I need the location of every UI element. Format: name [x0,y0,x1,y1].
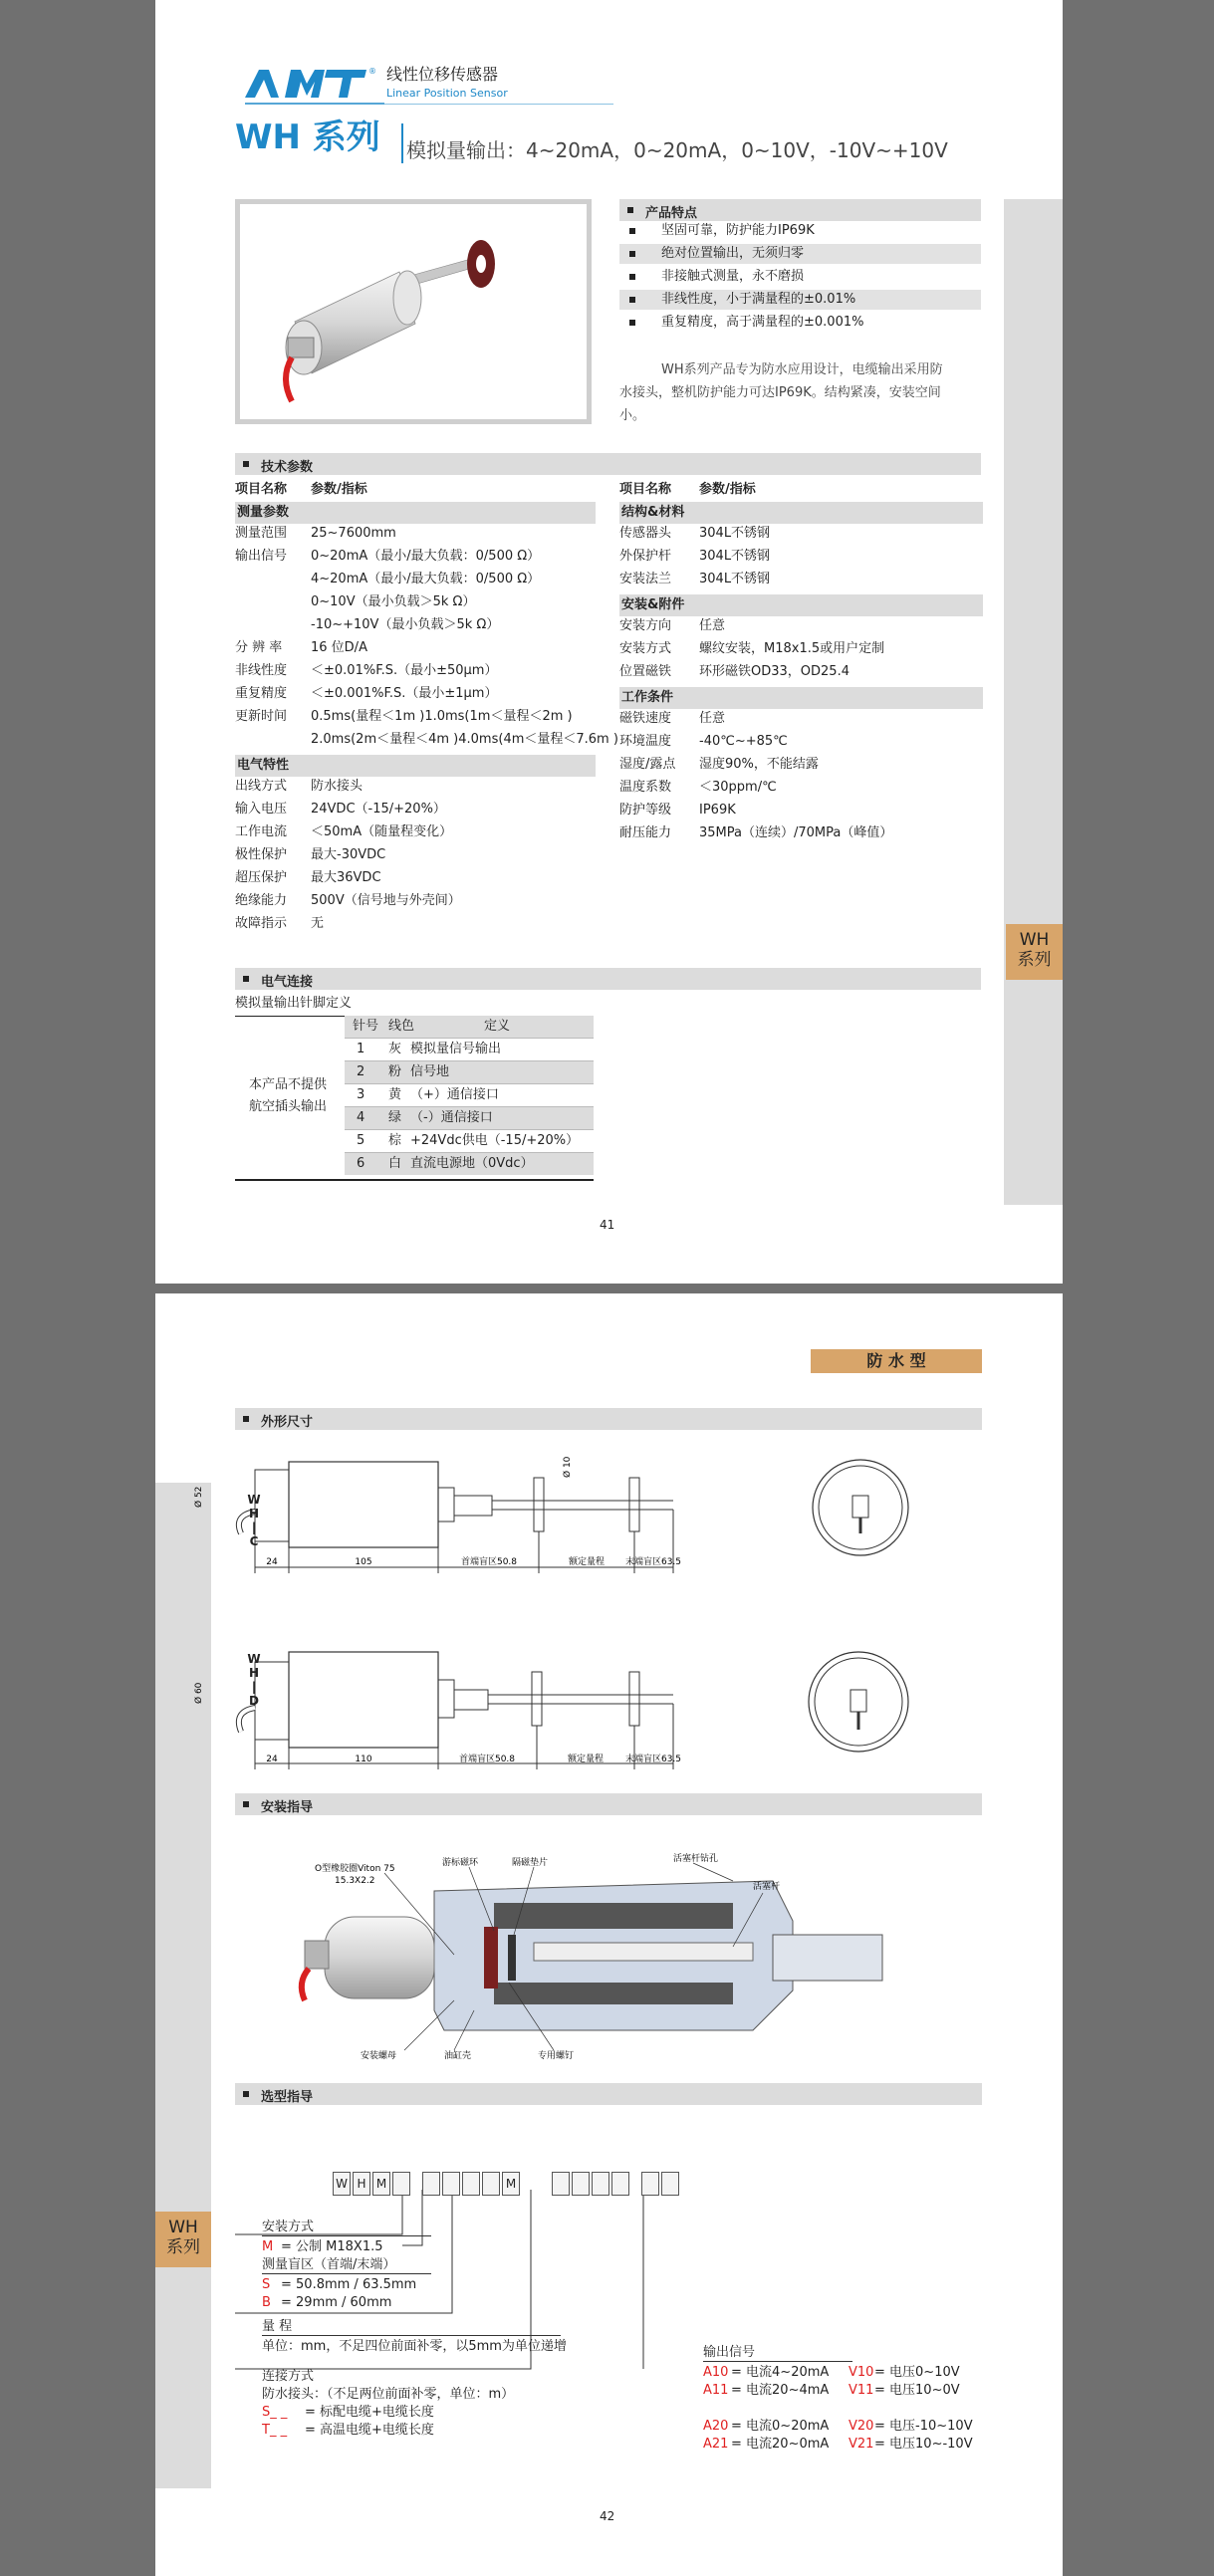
out-text: = 电压10~0V [874,2383,960,2398]
code-box [462,2172,480,2196]
col-header-value: 参数/指标 [699,482,756,497]
mount-text: = 公制 M18X1.5 [281,2239,383,2254]
spec-name: 非线性度 [235,663,288,678]
spec-value: 0~10V（最小负载＞5k Ω） [311,594,476,609]
pin-row [345,1129,594,1152]
sensor-photo [240,204,587,419]
pin-definition: 信号地 [410,1064,450,1079]
spec-name: 故障指示 [235,916,288,931]
spec-value: 最大36VDC [311,870,381,885]
feature-item: 非线性度，小于满量程的±0.01% [619,290,981,310]
spec-value: 304L不锈钢 [699,549,771,564]
svg-text:®: ® [368,67,376,76]
selection-header: 选型指导 [235,2083,982,2105]
spec-value: 35MPa（连续）/70MPa（峰值） [699,825,893,840]
dimension-drawing-whc [194,1438,982,1597]
dimension-drawing-whd [194,1632,982,1791]
install-label: 油缸壳 [444,2051,472,2061]
spec-name: 温度系数 [619,780,672,795]
code-box [611,2172,629,2196]
spec-name: 防护等级 [619,803,672,818]
pin-number: 2 [357,1064,365,1079]
blind-title: 测量盲区（首端/末端） [262,2257,396,2272]
spec-group-title: 结构&材料 [619,502,983,524]
dim-label: Ø 10 [563,1456,573,1478]
out-code: A10 [703,2365,729,2380]
dimension-header: 外形尺寸 [235,1408,982,1430]
spec-value: 最大-30VDC [311,847,386,862]
spec-value: ＜30ppm/℃ [699,780,777,795]
description-line: 水接头，整机防护能力可达IP69K。结构紧凑，安装空间 [619,385,941,400]
conn-row-text: = 高温电缆+电缆长度 [305,2423,434,2438]
connection-subtitle: 模拟量输出针脚定义 [235,996,353,1011]
model-label-c: W H | C [247,1493,261,1548]
spec-value: 304L不锈钢 [699,526,771,541]
logo-shape-t [325,70,366,98]
dim-label: 首端盲区50.8 [458,1755,516,1764]
series-subtitle: 模拟量输出：4~20mA，0~20mA，0~10V，-10V~+10V [406,138,948,162]
install-label: 专用螺钉 [538,2051,575,2061]
pin-number: 3 [357,1087,365,1102]
code-box [641,2172,659,2196]
pin-definition: （-）通信接口 [410,1110,493,1125]
spec-name: 更新时间 [235,709,288,724]
feature-item: 重复精度，高于满量程的±0.001% [619,313,981,333]
col-header-name: 项目名称 [619,482,672,497]
code-box [552,2172,570,2196]
out-text: = 电流20~4mA [731,2383,830,2398]
out-code: A20 [703,2419,729,2434]
code-box [392,2172,410,2196]
pin-definition: +24Vdc供电（-15/+20%） [410,1133,580,1148]
pin-color: 粉 [388,1064,402,1079]
col-header-name: 项目名称 [235,482,288,497]
out-text: = 电流0~20mA [731,2419,830,2434]
code-box [661,2172,679,2196]
out-code: V11 [849,2383,874,2398]
col-header-value: 参数/指标 [311,482,367,497]
pin-row [345,1083,594,1106]
spec-name: 环境温度 [619,734,672,749]
spec-group-title: 安装&附件 [619,594,983,616]
pin-number: 5 [357,1133,365,1148]
pin-definition: 直流电源地（0Vdc） [410,1156,534,1171]
page-41 [155,0,1063,1284]
spec-value: -10~+10V（最小负载＞5k Ω） [311,617,500,632]
spec-name: 安装法兰 [619,572,672,586]
model-label-d: W H | D [247,1652,261,1708]
out-text: = 电压0~10V [874,2365,960,2380]
spec-name: 超压保护 [235,870,288,885]
spec-value: ＜±0.001%F.S.（最小±1μm） [311,686,498,701]
spec-group-title: 工作条件 [619,687,983,709]
pin-color: 白 [388,1156,402,1171]
code-box [592,2172,609,2196]
dim-label: 24 [266,1755,278,1764]
install-header: 安装指导 [235,1793,982,1815]
logo-shape-a [245,70,279,98]
mount-title: 安装方式 [262,2220,315,2234]
page-42 [155,1293,1063,2576]
spec-name: 耐压能力 [619,825,672,840]
code-box: W [333,2172,351,2196]
out-code: A21 [703,2437,729,2452]
conn-text: 防水接头：（不足两位前面补零，单位：m） [262,2387,515,2402]
spec-value: 无 [311,916,325,931]
out-text: = 电压10~-10V [874,2437,973,2452]
dim-label: 110 [355,1755,372,1764]
pin-row [345,1152,594,1175]
pin-color: 绿 [388,1110,402,1125]
side-bar [155,1483,211,2488]
brand-en: Linear Position Sensor [386,87,508,100]
install-label: 活塞杆钻孔 [673,1854,719,1864]
conn-code: S_ _ [262,2405,288,2420]
waterproof-tag: 防 水 型 [811,1349,982,1373]
spec-name: 传感器头 [619,526,672,541]
product-image [235,199,592,424]
feature-item: 坚固可靠，防护能力IP69K [619,221,981,241]
spec-value: 防水接头 [311,779,364,794]
pin-number: 6 [357,1156,365,1171]
pin-color: 黄 [388,1087,402,1102]
spec-value: ＜50mA（随量程变化） [311,824,453,839]
pin-note-line: 本产品不提供 [249,1077,328,1092]
code-box [572,2172,590,2196]
dim-label: 末端盲区63.5 [624,1557,682,1567]
spec-value: 500V（信号地与外壳间） [311,893,461,908]
spec-name: 出线方式 [235,779,288,794]
out-code: V10 [849,2365,874,2380]
pin-color: 棕 [388,1133,402,1148]
install-label: O型橡胶圈Viton 75 [315,1864,395,1874]
series-title: WH 系列 [235,117,380,157]
spec-value: 任意 [699,711,726,726]
dim-label: 首端盲区50.8 [460,1557,518,1567]
pin-definition: （+）通信接口 [410,1087,499,1102]
install-label: 15.3X2.2 [335,1876,375,1886]
spec-name: 位置磁铁 [619,664,672,679]
connection-header: 电气连接 [235,968,981,990]
spec-group-title: 电气特性 [235,755,596,777]
spec-value: 24VDC（-15/+20%） [311,802,446,817]
brand-cn: 线性位移传感器 [386,65,499,84]
pin-number: 4 [357,1110,365,1125]
dim-label: 24 [266,1557,278,1567]
series-side-tab: WH 系列 [155,2212,211,2267]
description-line: 小。 [619,408,646,423]
spec-value: 25~7600mm [311,526,396,541]
dim-label: 105 [355,1557,372,1567]
dim-label: 额定量程 [567,1755,605,1764]
pin-row [345,1106,594,1129]
side-bar [1004,199,1063,1205]
install-label: 活塞杆 [753,1882,781,1892]
code-box [482,2172,500,2196]
spec-value: 16 位D/A [311,640,367,655]
pin-note-line: 航空插头输出 [249,1099,328,1114]
pin-row [345,1038,594,1060]
spec-value: 304L不锈钢 [699,572,771,586]
conn-title: 连接方式 [262,2369,315,2384]
dim-label: 末端盲区63.5 [624,1755,682,1764]
pin-color: 灰 [388,1042,402,1056]
install-label: 安装螺母 [361,2051,397,2061]
out-code: V20 [849,2419,874,2434]
spec-value: 0~20mA（最小/最大负载：0/500 Ω） [311,549,541,564]
spec-name: 测量范围 [235,526,288,541]
out-title: 输出信号 [703,2345,756,2360]
spec-value: 2.0ms(2m＜量程＜4m )4.0ms(4m＜量程＜7.6m ) [311,732,618,747]
code-box [422,2172,440,2196]
spec-name: 外保护杆 [619,549,672,564]
range-text: 单位：mm，不足四位前面补零，以5mm为单位递增 [262,2339,567,2354]
page-number: 41 [600,1218,615,1232]
code-box: M [372,2172,390,2196]
series-side-tab: WH 系列 [1006,924,1063,980]
spec-value: 0.5ms(量程＜1m )1.0ms(1m＜量程＜2m ) [311,709,573,724]
blind-text: = 29mm / 60mm [281,2295,392,2310]
spec-name: 磁铁速度 [619,711,672,726]
spec-value: -40℃~+85℃ [699,734,788,749]
spec-name: 安装方向 [619,618,672,633]
code-box: H [353,2172,370,2196]
code-box: M [502,2172,520,2196]
pin-row [345,1060,594,1083]
out-text: = 电流4~20mA [731,2365,830,2380]
blind-text: = 50.8mm / 63.5mm [281,2277,417,2292]
spec-value: IP69K [699,803,736,818]
install-label: 隔磁垫片 [512,1858,549,1868]
dim-label: Ø 60 [194,1682,204,1704]
spec-name: 重复精度 [235,686,288,701]
mount-code: M [262,2239,274,2254]
spec-name: 绝缘能力 [235,893,288,908]
range-title: 量 程 [262,2319,293,2334]
pin-number: 1 [357,1042,365,1056]
spec-name: 极性保护 [235,847,288,862]
spec-name: 输出信号 [235,549,288,564]
pin-definition: 模拟量信号输出 [410,1042,502,1056]
features-header: 产品特点 [619,199,981,221]
blind-code: S [262,2277,271,2292]
spec-group-title: 测量参数 [235,502,596,524]
conn-code: T_ _ [262,2423,288,2438]
out-code: V21 [849,2437,874,2452]
spec-value: 湿度90%，不能结露 [699,757,819,772]
code-box [442,2172,460,2196]
conn-row-text: = 标配电缆+电缆长度 [305,2405,434,2420]
spec-name: 工作电流 [235,824,288,839]
out-code: A11 [703,2383,729,2398]
spec-name: 安装方式 [619,641,672,656]
tech-header: 技术参数 [235,453,981,475]
description-line: WH系列产品专为防水应用设计，电缆输出采用防 [661,362,943,377]
feature-item: 非接触式测量，永不磨损 [619,267,981,287]
spec-value: 4~20mA（最小/最大负载：0/500 Ω） [311,572,541,586]
out-text: = 电压-10~10V [874,2419,973,2434]
spec-value: 螺纹安装，M18x1.5或用户定制 [699,641,885,656]
blind-code: B [262,2295,271,2310]
dim-label: Ø 52 [194,1486,204,1508]
dim-label: 额定量程 [568,1557,606,1567]
spec-name: 湿度/露点 [619,757,676,772]
out-text: = 电流20~0mA [731,2437,830,2452]
page-number: 42 [600,2509,615,2523]
feature-item: 绝对位置输出，无须归零 [619,244,981,264]
install-drawing [295,1851,912,2060]
spec-name: 输入电压 [235,802,288,817]
spec-value: 环形磁铁OD33，OD25.4 [699,664,850,679]
pin-table-header: 针号 线色 定义 [345,1016,594,1038]
spec-name: 分 辨 率 [235,640,283,655]
spec-value: ＜±0.01%F.S.（最小±50μm） [311,663,498,678]
install-label: 游标磁环 [442,1858,479,1868]
logo-shape-m [285,70,325,98]
spec-value: 任意 [699,618,726,633]
